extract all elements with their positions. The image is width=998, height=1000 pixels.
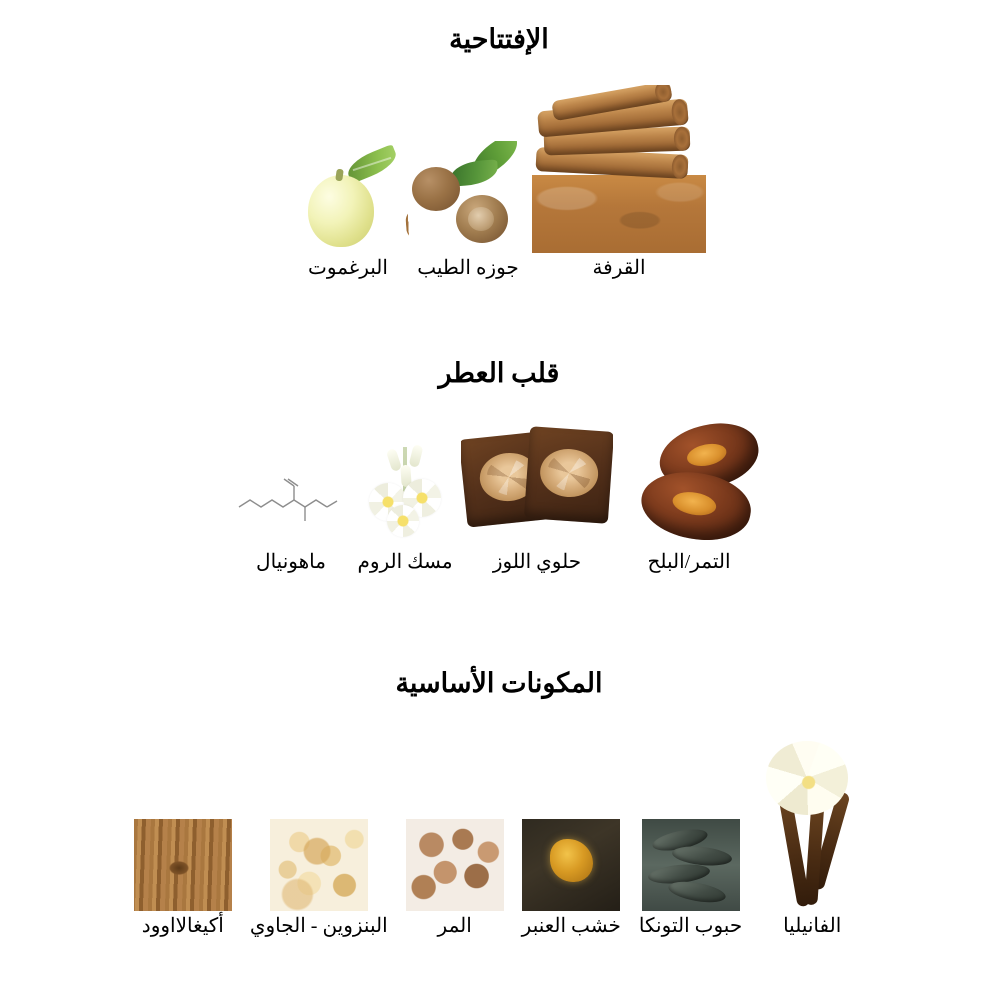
ingredient-label: مسك الروم — [357, 551, 453, 573]
amber-wood-icon — [522, 819, 620, 911]
section-title-heart-notes: قلب العطر — [438, 358, 560, 388]
ingredient-ambergris-wood — [522, 819, 621, 937]
ingredient-cinnamon — [532, 85, 706, 279]
agarwood-texture-icon — [134, 819, 232, 911]
dates-fruit-icon — [613, 419, 765, 547]
ingredient-myrrh — [406, 819, 504, 937]
section-title-top-notes: الإفتتاحية — [449, 24, 549, 54]
ingredient-tonka-beans — [639, 819, 742, 937]
section-heart-notes — [0, 358, 998, 573]
vanilla-flower-pods-icon — [760, 741, 864, 911]
ingredient-label: حلوي اللوز — [492, 551, 582, 573]
heart-notes-row — [0, 419, 998, 573]
ingredient-label: حبوب التونكا — [638, 915, 743, 937]
ingredient-vanilla — [760, 741, 864, 937]
section-top-notes — [0, 24, 998, 279]
tonka-beans-icon — [642, 819, 740, 911]
chemical-structure-icon — [233, 451, 349, 547]
ingredient-dates — [613, 419, 765, 573]
ingredient-label: التمر/البلح — [647, 551, 731, 573]
ingredient-label: البنزوين - الجاوي — [249, 915, 388, 937]
ingredient-label: القرفة — [592, 257, 646, 279]
ingredient-almond-sweet — [461, 419, 613, 573]
ingredient-benzoin — [250, 819, 388, 937]
ingredient-label: أكيغالااوود — [141, 915, 224, 937]
top-notes-row — [0, 85, 998, 279]
benzoin-resin-icon — [270, 819, 368, 911]
ingredient-label: ماهونيال — [256, 551, 326, 573]
section-base-notes — [0, 668, 998, 937]
ingredient-bergamot — [292, 145, 404, 279]
base-notes-row — [0, 741, 998, 937]
ingredient-rum-musk — [349, 443, 461, 573]
ingredient-nutmeg — [404, 141, 532, 279]
ingredient-label: المر — [437, 915, 472, 937]
chocolate-praline-icon — [461, 419, 613, 547]
ingredient-label: الفانيليا — [783, 915, 842, 937]
ingredient-label: جوزه الطيب — [417, 257, 519, 279]
myrrh-resin-icon — [406, 819, 504, 911]
cinnamon-sticks-icon — [532, 85, 706, 253]
ingredient-label: البرغموت — [308, 257, 388, 279]
ingredient-mahonial — [233, 451, 349, 573]
ingredient-agarwood — [134, 819, 232, 937]
nutmeg-icon — [404, 141, 532, 253]
bergamot-fruit-icon — [292, 145, 404, 253]
white-flowers-icon — [349, 443, 461, 547]
ingredient-label: خشب العنبر — [521, 915, 621, 937]
section-title-base-notes: المكونات الأساسية — [395, 668, 603, 698]
